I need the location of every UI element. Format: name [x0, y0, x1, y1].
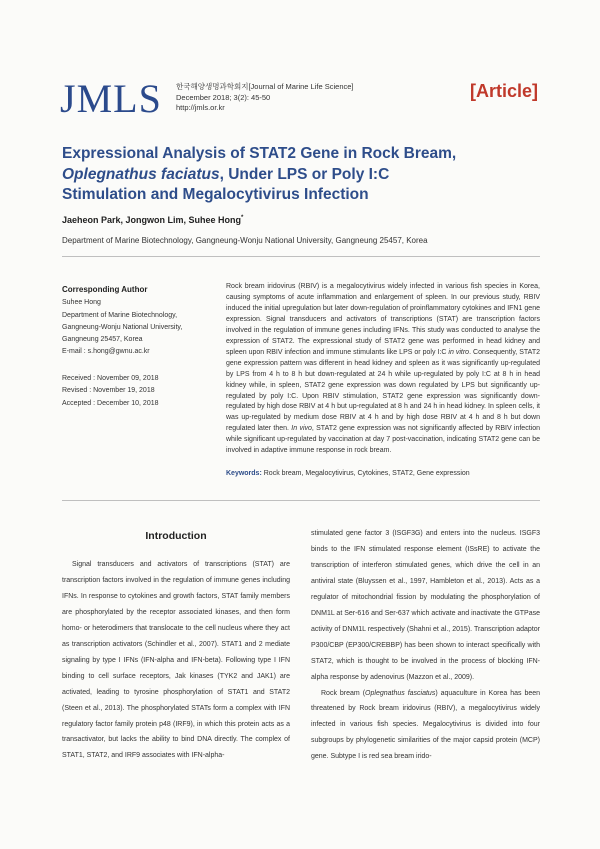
abstract: [226, 282, 540, 457]
right-para-2: [311, 686, 540, 766]
corresponding-author-block: [62, 284, 212, 359]
journal-url[interactable]: http://jmls.or.kr: [176, 103, 225, 112]
paper-title: [62, 144, 532, 206]
author-list: Jaeheon Park, Jongwon Lim, Suhee Hong: [62, 215, 242, 225]
title-part-2: , Under LPS or Poly I:C: [219, 165, 390, 183]
title-part-1: Expressional Analysis of STAT2 Gene in Rock Bream,: [62, 145, 457, 162]
title-part-3: Stimulation and Megalocytivirus Infection: [62, 186, 369, 203]
keywords-list: Rock bream, Megalocytivirus, Cytokines, STAT2, Gene expression: [263, 470, 470, 477]
accepted-date: Accepted : December 10, 2018: [62, 399, 159, 407]
journal-name: 한국해양생명과학회지[Journal of Marine Life Science]: [176, 82, 354, 91]
body-column-left: Signal transducers and activators of transcriptions (STAT) are transcription factors involved in the regulation of immune genes including IFNs. In response to cytokines and growth factors, STAT family members are phosphorylated by the receptor associated kinases, and then form homo- or heterodimers that translocate to the cell nucleus where they act as transcription activators (Schindler et al., 2007). STAT1 and 2 mediate signaling by type I IFNs (IFN-alpha and IFN-beta). Following type I IFN binding to cell surface receptors, Jak kinases (TYK2 and JAK1) are activated, leading to tyrosine phosphorylation of STAT1 and STAT2 (Steen et al., 2013). The phosphorylated STATs form a complex with IFN regulatory factor family protein p48 (IRF9), in which this protein acts as a transactivator, but lacks the ability to bind DNA directly. The complex of STAT1, STAT2, and IRF9 associates with IFN-alpha-: [62, 561, 290, 760]
affiliation: Department of Marine Biotechnology, Gangneung-Wonju National University, Gangneung 25457, Korea: [62, 236, 428, 245]
section-heading-introduction: Introduction: [145, 530, 207, 542]
abstract-text-3: , STAT2 gene expression was not significantly affected by RBIV infection while significant up-regulated by vaccination at day 7 post-vaccination, indicating STAT2 gene can be involved in adaptive immune response in rock bream.: [226, 425, 540, 455]
journal-logo: JMLS: [60, 76, 162, 121]
received-date: Received : November 09, 2018: [62, 375, 159, 382]
journal-issue: December 2018; 3(2): 45-50: [176, 92, 271, 102]
right-para-2a: Rock bream (: [321, 689, 366, 697]
corresponding-author-heading: Corresponding Author: [62, 285, 148, 294]
journal-info: [176, 82, 354, 114]
corr-dept: Department of Marine Biotechnology,: [62, 311, 178, 319]
history-dates: [62, 373, 212, 410]
article-type-tag: [Article]: [469, 81, 538, 101]
right-para-2-species: Oplegnathus fasciatus: [365, 689, 436, 697]
divider-bottom: [62, 500, 540, 501]
authors: [62, 215, 243, 225]
abstract-text-1: Rock bream iridovirus (RBIV) is a megalocytivirus widely infected in various fish species in Korea, causing symptoms of acute inflammation and enlargement of spleen. In our previous study, RBIV induced the initial upregulation but later down-regulation of proinflammatory cytokines and IFN1 gene expression. Signal transducers and activators of transcriptions (STAT) are transcription factors involved in the regulation of immune genes including IFNs. This study was conducted to analyse the expression of STAT2. The expressional study of STAT2 gene was performed in head kidney and spleen upon RBIV infection and immune stimulants like LPS or poly I:C: [226, 283, 540, 356]
corr-city: Gangneung 25457, Korea: [62, 336, 143, 344]
title-species: Oplegnathus faciatus: [62, 165, 220, 183]
right-para-2b: ) aquaculture in Korea has been threatened by Rock bream iridovirus (RBIV), a megalocytivirus widely infected in various fish species. Megalocytivirus is divided into four subgroups by phylogenetic similarities of the major capsid protein (MCP) gene. Subtype I is red sea bream irido-: [311, 689, 541, 761]
corr-email[interactable]: E-mail : s.hong@gwnu.ac.kr: [62, 348, 150, 356]
right-para-1: stimulated gene factor 3 (ISGF3G) and enters into the nucleus. ISGF3 binds to the IFN stimulated response element (ISsRE) to activate the transcription of interferon stimulated genes, which drive the cell in an antiviral state (Bluyssen et al., 1997, Hambleton et al., 2013). Acts as a regulator of mitochondrial fission by modulating the phosphorylation of DNM1L at Ser-616 and Ser-637 which activate and inactivate the GTPase activity of DNM1L respectively (Shahni et al., 2015). Transcription adaptor P300/CBP (EP300/CREBBP) has been shown to interact specifically with STAT2, which is thought to be involved in the process of blocking IFN-alpha response by adenovirus (Mazzon et al., 2009).: [311, 530, 540, 681]
divider-top: [62, 256, 540, 257]
corr-name: Suhee Hong: [62, 299, 101, 307]
abstract-text-2: . Consequently, STAT2 gene expression pattern was different in head kidney and spleen as it was significantly up-regulated by LPS from 4 h to 8 h but down-regulated at 24 h while up-regulated by poly I:C at 8 h in head kidney while, in spleen, STAT2 gene expression was down regulated by LPS but significantly up-regulated by poly I:C. Upon RBIV stimulation, STAT2 gene expression was significantly down-regulated by high dose RBIV at 4 h but up-regulated at 8 h and 24 h in head kidney. In spleen cells, it was up-regulated by medium dose RBIV at 4 h and by high dose RBIV at 4 h and 8 h but down regulated later then.: [226, 348, 540, 433]
keywords-label: Keywords:: [226, 470, 262, 477]
revised-date: Revised : November 19, 2018: [62, 387, 155, 395]
keywords: [226, 470, 540, 477]
abstract-in-vitro: in vitro: [448, 348, 470, 356]
corresponding-mark: *: [241, 215, 244, 221]
body-column-right: [311, 526, 540, 765]
abstract-in-vivo: In vivo: [291, 425, 312, 433]
corr-univ: Gangneung-Wonju National University,: [62, 323, 183, 331]
